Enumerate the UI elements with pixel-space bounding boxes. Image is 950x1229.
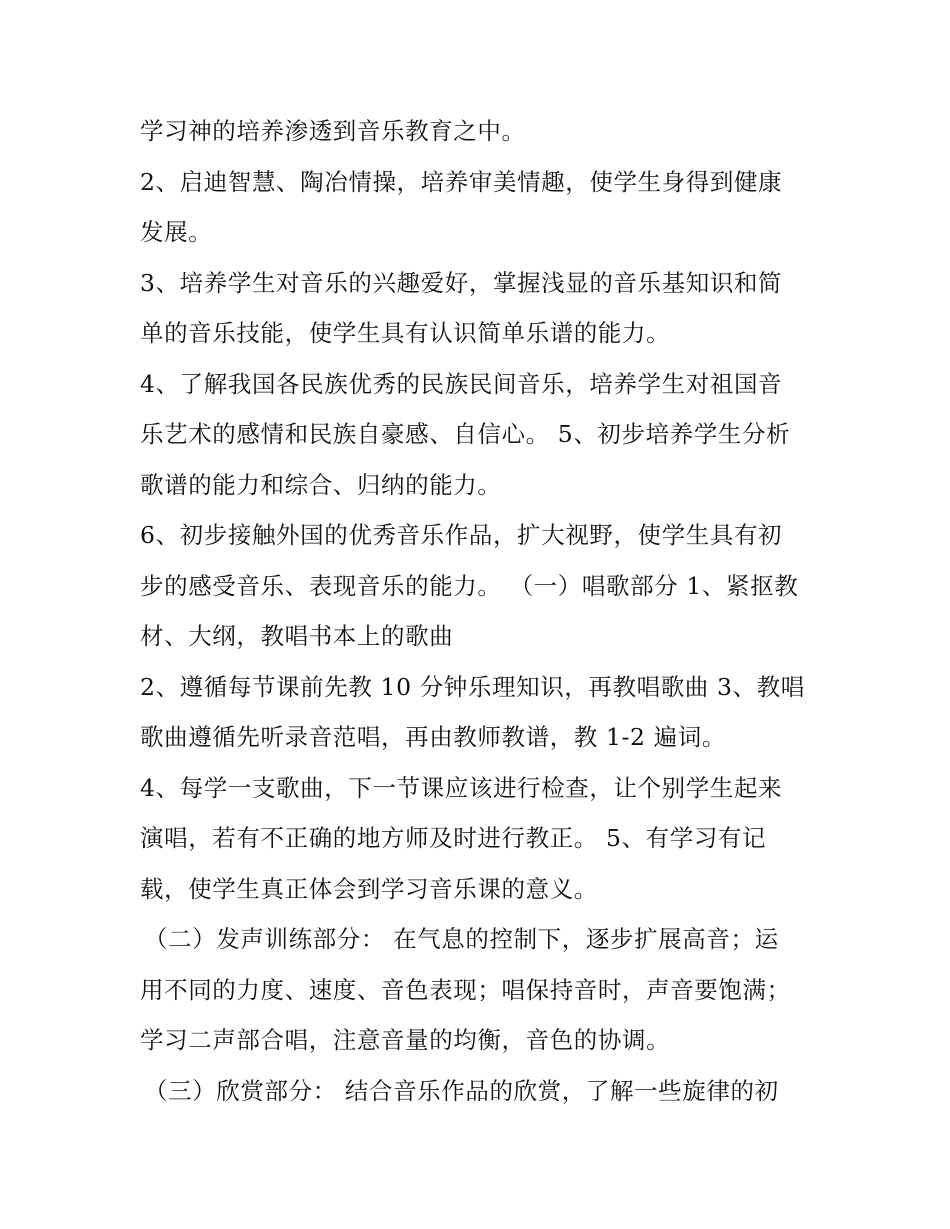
text-line-13: 歌曲遵循先听录音范唱，再由教师教谱，教 1-2 遍词。 (140, 723, 726, 751)
text-line-15: 演唱，若有不正确的地方师及时进行教正。 5、有学习有记 (140, 824, 767, 852)
text-line-12: 2、遵循每节课前先教 10 分钟乐理知识，再教唱歌曲 3、教唱 (140, 672, 805, 701)
text-line-5: 单的音乐技能，使学生具有认识简单乐谱的能力。 (140, 319, 671, 347)
text-line-20: （三）欣赏部分： 结合音乐作品的欣赏，了解一些旋律的初 (144, 1076, 779, 1105)
text-line-6: 4、了解我国各民族优秀的民族民间音乐，培养学生对祖国音 (140, 369, 783, 398)
text-line-3: 发展。 (140, 218, 213, 246)
text-line-16: 载，使学生真正体会到学习音乐课的意义。 (140, 874, 598, 903)
text-line-9: 6、初步接触外国的优秀音乐作品，扩大视野，使学生具有初 (140, 521, 783, 549)
text-line-4: 3、培养学生对音乐的兴趣爱好，掌握浅显的音乐基知识和简 (140, 268, 783, 297)
text-line-14: 4、每学一支歌曲，下一节课应该进行检查，让个别学生起来 (140, 773, 783, 802)
text-line-7: 乐艺术的感情和民族自豪感、自信心。 5、初步培养学生分析 (140, 420, 791, 448)
text-line-19: 学习二声部合唱，注意音量的均衡，音色的协调。 (140, 1026, 671, 1054)
document-text-body (140, 106, 820, 1116)
text-line-11: 材、大纲，教唱书本上的歌曲 (140, 622, 454, 650)
text-line-1: 学习神的培养渗透到音乐教育之中。 (140, 117, 526, 145)
text-line-17: （二）发声训练部分： 在气息的控制下，逐步扩展高音；运 (144, 925, 779, 953)
text-line-18: 用不同的力度、速度、音色表现；唱保持音时，声音要饱满； (140, 975, 791, 1004)
text-line-2: 2、启迪智慧、陶冶情操，培养审美情趣，使学生身得到健康 (140, 167, 783, 196)
text-line-8: 歌谱的能力和综合、归纳的能力。 (140, 470, 502, 499)
text-line-10: 步的感受音乐、表现音乐的能力。 （一）唱歌部分 1、紧抠教 (140, 571, 799, 600)
